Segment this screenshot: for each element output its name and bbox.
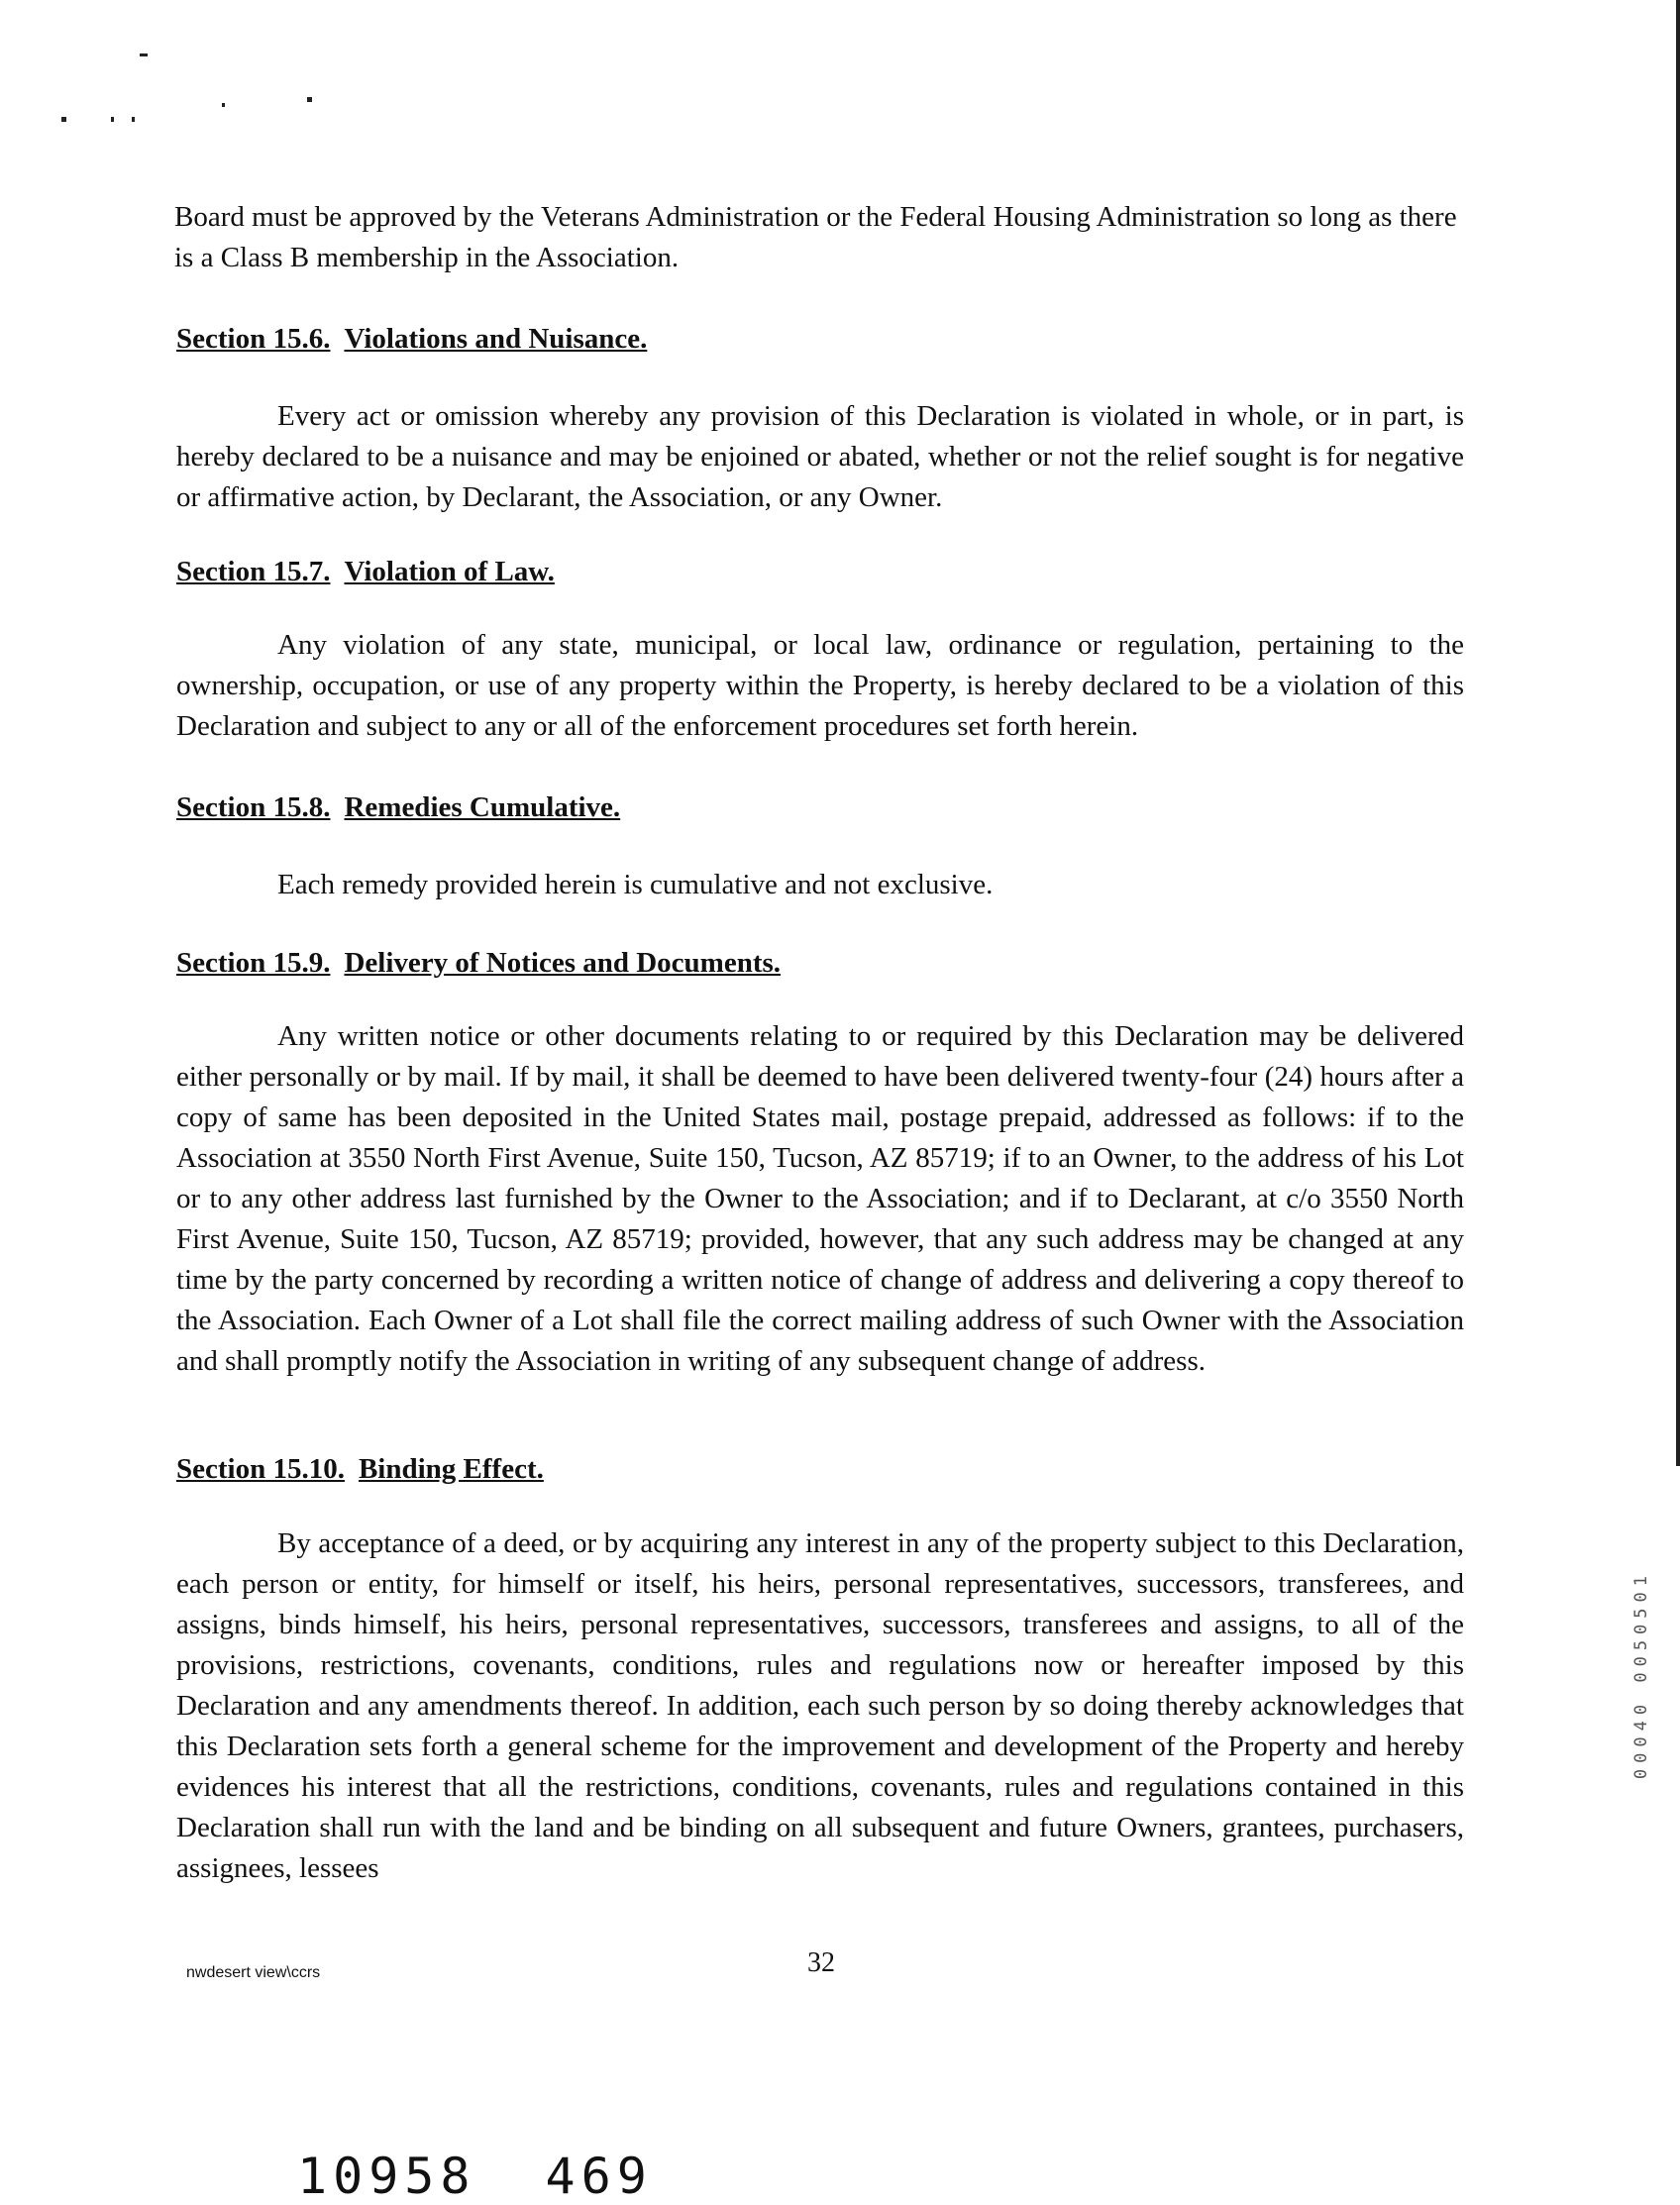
docket-page: 469 bbox=[545, 2148, 653, 2205]
section-number: Section 15.7. bbox=[176, 556, 331, 587]
margin-stamp: 00040 0050501 bbox=[1631, 1570, 1651, 1780]
scan-speck bbox=[140, 53, 148, 56]
section-body-15-8: Each remedy provided herein is cumulative and not exclusive. bbox=[277, 869, 994, 900]
section-heading-15-8 bbox=[176, 791, 620, 824]
continuation-paragraph: Board must be approved by the Veterans Administration or the Federal Housing Administration so long as there is a Class B membership in the Association. bbox=[174, 201, 1457, 273]
section-number: Section 15.8. bbox=[176, 791, 331, 823]
section-heading-15-9 bbox=[176, 947, 781, 980]
section-title: Remedies Cumulative. bbox=[344, 791, 621, 823]
section-title: Delivery of Notices and Documents. bbox=[344, 947, 782, 979]
section-number: Section 15.9. bbox=[176, 947, 331, 979]
page-number: 32 bbox=[807, 1947, 835, 1978]
scan-speck bbox=[307, 97, 312, 102]
scan-speck bbox=[132, 117, 135, 122]
footer-file-path: nwdesert view\ccrs bbox=[186, 1964, 321, 1981]
scan-speck bbox=[111, 117, 114, 122]
scan-speck bbox=[222, 103, 225, 107]
section-number: Section 15.6. bbox=[176, 323, 331, 355]
scan-edge bbox=[1676, 0, 1680, 1466]
section-number: Section 15.10. bbox=[176, 1453, 345, 1485]
docket-number: 10958 bbox=[297, 2148, 476, 2205]
section-heading-15-10 bbox=[176, 1453, 544, 1486]
recording-number bbox=[297, 2148, 653, 2205]
section-body-15-6: Every act or omission whereby any provision of this Declaration is violated in whole, or in part, is hereby declared to be a nuisance and may be enjoined or abated, whether or not the relief sought is for negative or affirmative action, by Declarant, the Association, or any Owner. bbox=[176, 400, 1464, 513]
section-heading-15-7 bbox=[176, 556, 555, 588]
scan-speck bbox=[61, 117, 66, 122]
section-body-15-10: By acceptance of a deed, or by acquiring any interest in any of the property subject to this Declaration, each person or entity, for himself or itself, his heirs, personal representatives, successors, transferees, and assigns, binds himself, his heirs, personal representatives, successors, transferees and assigns, to all of the provisions, restrictions, covenants, conditions, rules and regulations now or hereafter imposed by this Declaration and any amendments thereof. In addition, each such person by so doing thereby acknowledges that this Declaration sets forth a general scheme for the improvement and development of the Property and hereby evidences his interest that all the restrictions, conditions, covenants, rules and regulations contained in this Declaration shall run with the land and be binding on all subsequent and future Owners, grantees, purchasers, assignees, lessees bbox=[176, 1527, 1464, 1884]
section-heading-15-6 bbox=[176, 323, 647, 356]
section-title: Binding Effect. bbox=[358, 1453, 544, 1485]
section-title: Violations and Nuisance. bbox=[344, 323, 648, 355]
section-title: Violation of Law. bbox=[344, 556, 555, 587]
section-body-15-9: Any written notice or other documents relating to or required by this Declaration may be delivered either personally or by mail. If by mail, it shall be deemed to have been delivered twenty-four (24) hours after a copy of same has been deposited in the United States mail, postage prepaid, addressed as follows: if to the Association at 3550 North First Avenue, Suite 150, Tucson, AZ 85719; if to an Owner, to the address of his Lot or to any other address last furnished by the Owner to the Association; and if to Declarant, at c/o 3550 North First Avenue, Suite 150, Tucson, AZ 85719; provided, however, that any such address may be changed at any time by the party concerned by recording a written notice of change of address and delivering a copy thereof to the Association. Each Owner of a Lot shall file the correct mailing address of such Owner with the Association and shall promptly notify the Association in writing of any subsequent change of address. bbox=[176, 1020, 1464, 1377]
section-body-15-7: Any violation of any state, municipal, or local law, ordinance or regulation, pertaining to the ownership, occupation, or use of any property within the Property, is hereby declared to be a violation of this Declaration and subject to any or all of the enforcement procedures set forth herein. bbox=[176, 629, 1464, 742]
